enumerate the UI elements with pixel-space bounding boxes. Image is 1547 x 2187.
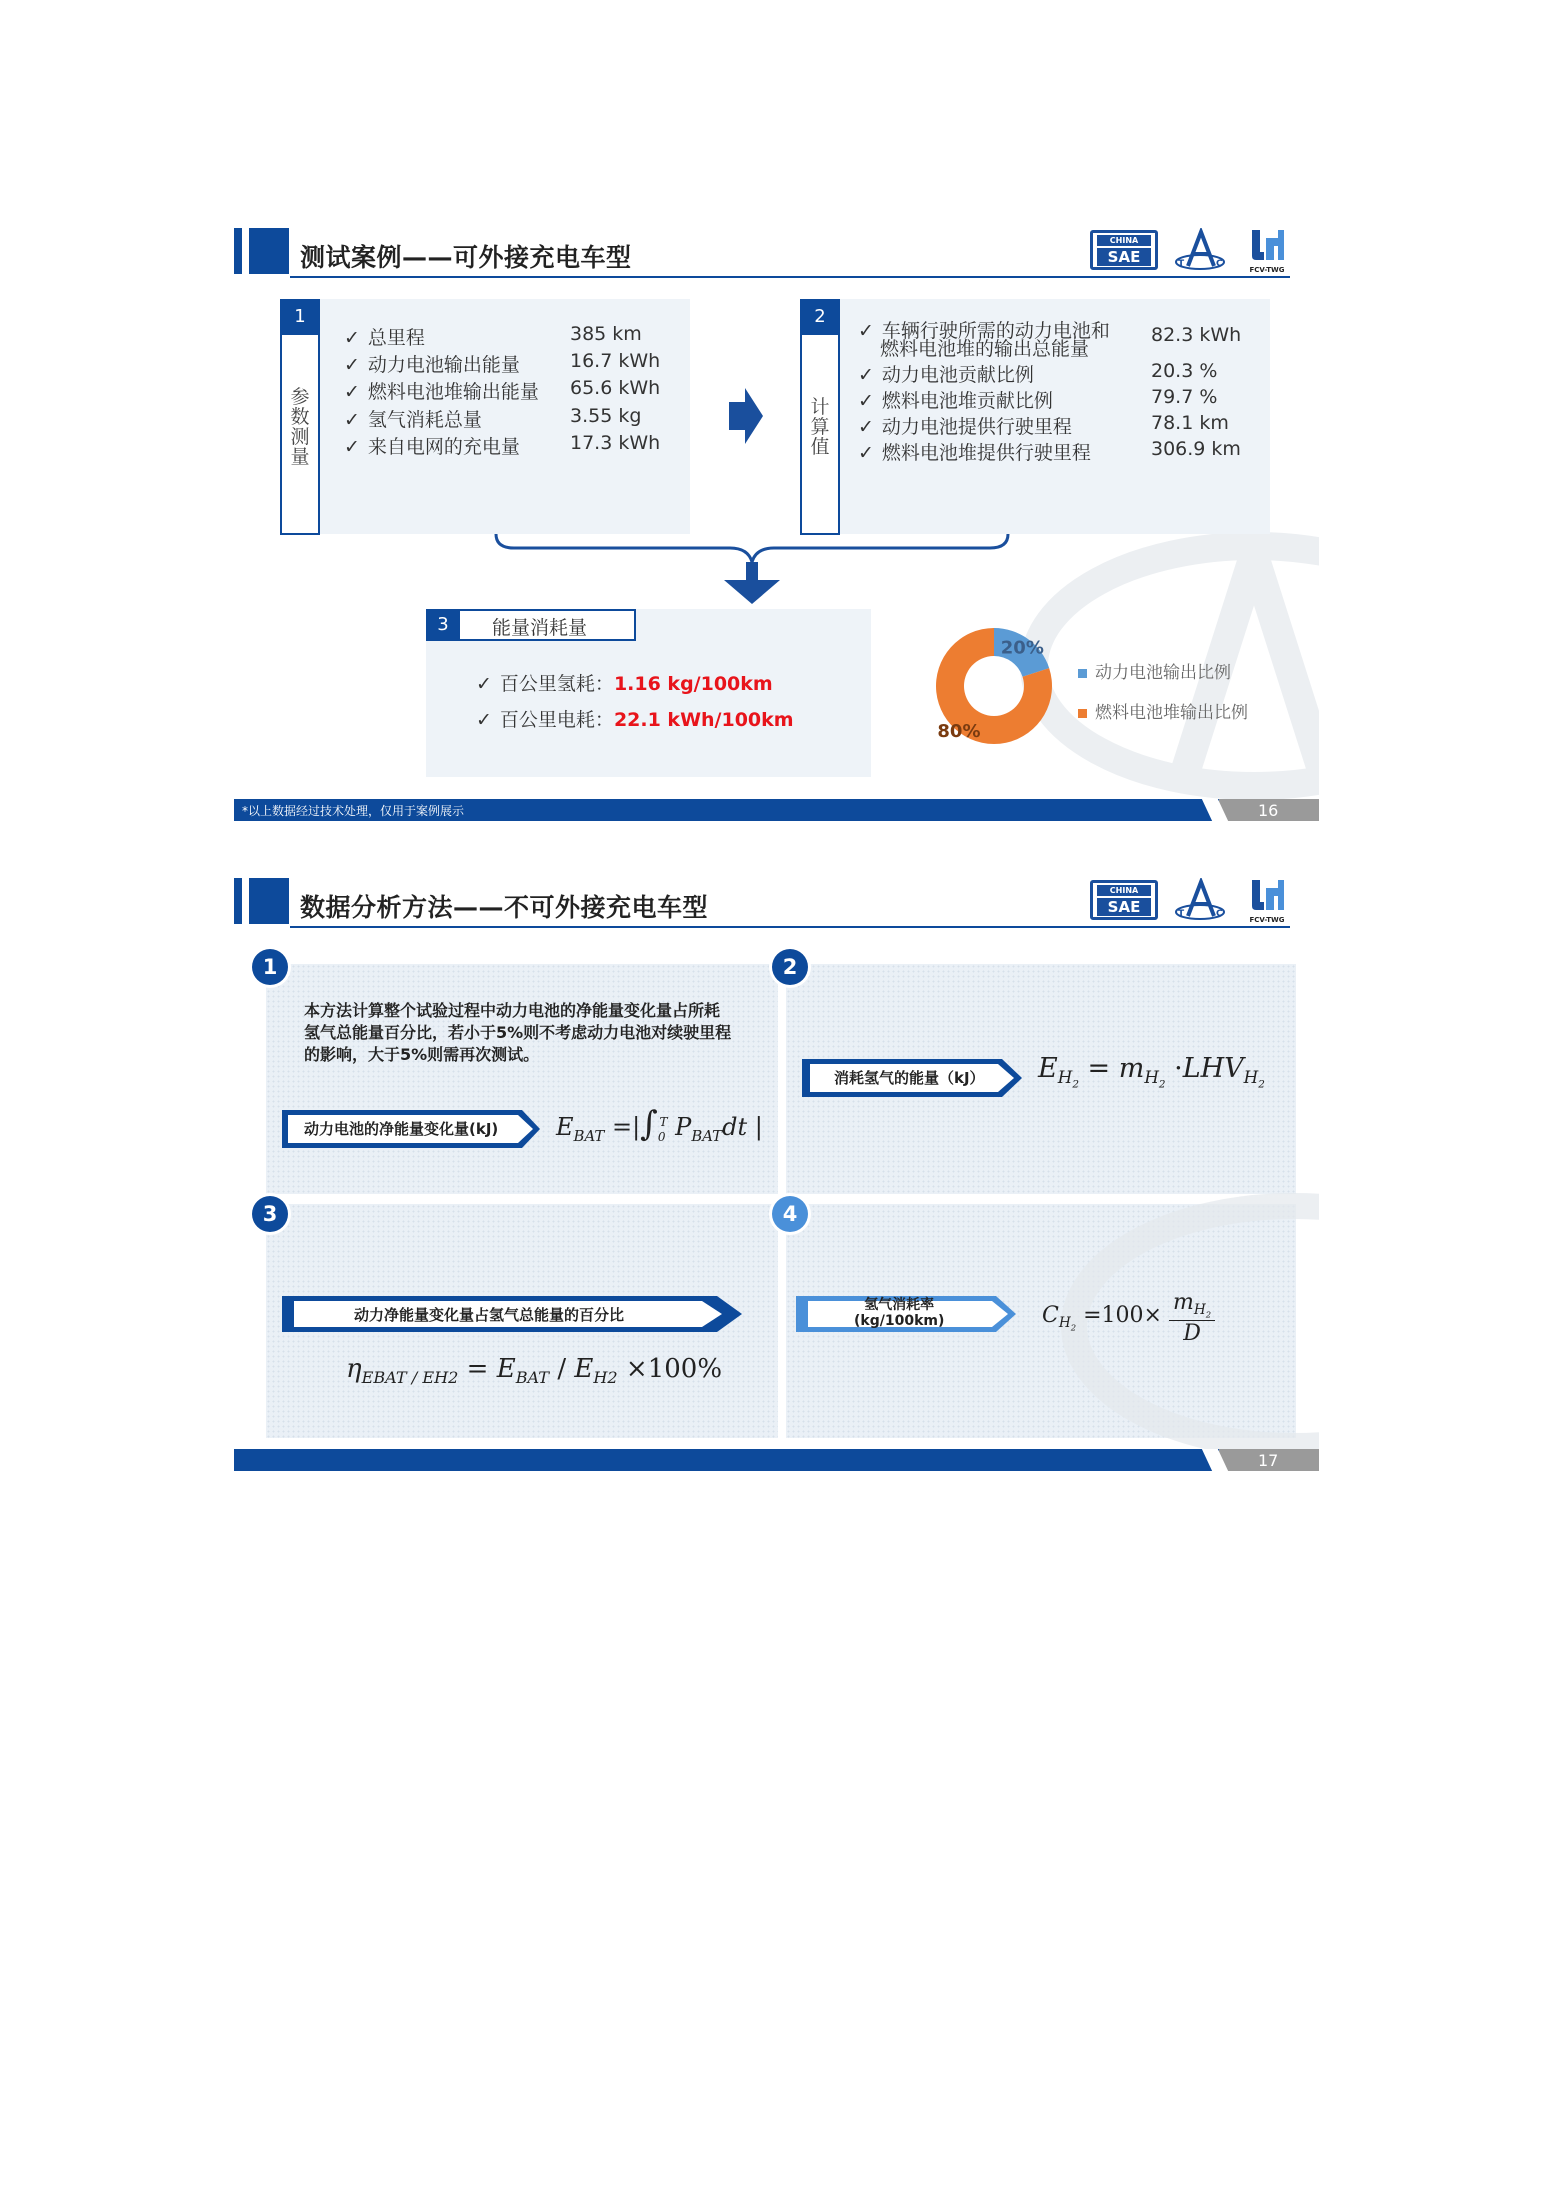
calc-label-continued: 燃料电池堆的输出总能量 <box>880 338 1090 360</box>
footer-bar <box>234 1449 1319 1471</box>
step-1-badge: 1 <box>281 299 319 335</box>
header-accent-bar <box>234 878 242 924</box>
svg-text:C: C <box>1216 259 1223 269</box>
calc-label: 燃料电池堆贡献比例 <box>881 390 1053 412</box>
svg-text:T: T <box>1178 909 1185 919</box>
calculated-value-row <box>858 412 1072 439</box>
slide-16 <box>234 226 1319 836</box>
section-1-badge: 1 <box>252 949 288 985</box>
donut-label-battery: 20% <box>1000 637 1044 659</box>
legend-fuel-cell: 燃料电池堆输出比例 <box>1078 698 1248 723</box>
param-value: 3.55 kg <box>570 405 642 427</box>
slide-title: 数据分析方法——不可外接充电车型 <box>300 893 709 922</box>
check-icon: ✓ <box>344 354 360 376</box>
energy-ratio-formula: $\eta_{EBAT / EH2} = E_{BAT} / E_{H2} \times 100\%$ <box>346 1354 723 1388</box>
calc-value: 82.3 kWh <box>1151 324 1242 346</box>
tatc-logo <box>1174 228 1228 274</box>
measured-param-row <box>344 323 425 350</box>
header-rule <box>290 276 1290 278</box>
section-2-badge: 2 <box>772 949 808 985</box>
header-accent-bar <box>234 228 242 274</box>
calc-label: 动力电池贡献比例 <box>881 364 1034 386</box>
measured-param-row <box>344 377 539 404</box>
param-value: 16.7 kWh <box>570 350 661 372</box>
step-2-badge: 2 <box>801 299 839 335</box>
energy-share-donut-chart <box>924 616 1064 756</box>
slide-17 <box>234 876 1319 1486</box>
header-rule <box>290 926 1290 928</box>
measured-param-row <box>344 432 520 459</box>
check-icon: ✓ <box>858 442 874 464</box>
fcv-twg-logo: FCV-TWG <box>1244 226 1290 274</box>
battery-net-energy-label: 动力电池的净能量变化量(kJ) <box>304 1120 499 1138</box>
page-number: 17 <box>1258 1451 1279 1470</box>
fcv-twg-logo: FCV-TWG <box>1244 876 1290 924</box>
method-section-1 <box>266 964 778 1194</box>
calculated-value-row <box>858 438 1091 465</box>
merge-brace <box>494 532 1014 612</box>
calculated-value-row <box>858 360 1034 387</box>
calc-label: 动力电池提供行驶里程 <box>881 416 1072 438</box>
check-icon: ✓ <box>344 409 360 431</box>
measured-params-label: 参数测量 <box>280 299 320 535</box>
china-sae-logo: CHINA SAE <box>1090 880 1158 920</box>
check-icon: ✓ <box>344 436 360 458</box>
svg-text:T: T <box>1178 259 1185 269</box>
measured-param-row <box>344 350 520 377</box>
consumption-row <box>476 669 773 696</box>
param-label: 燃料电池堆输出能量 <box>367 381 539 403</box>
consumption-row <box>476 705 794 732</box>
right-arrow-icon <box>727 386 765 446</box>
energy-consumption-title: 能量消耗量 <box>492 617 588 639</box>
check-icon: ✓ <box>476 673 492 695</box>
hydrogen-energy-formula: $E_{H_2} = m_{H_2} \cdot LHV_{H_2}$ <box>1038 1053 1265 1091</box>
param-label: 总里程 <box>367 327 425 349</box>
calc-label: 车辆行驶所需的动力电池和 <box>881 320 1110 342</box>
calc-label: 燃料电池堆提供行驶里程 <box>881 442 1091 464</box>
hydrogen-energy-label: 消耗氢气的能量（kJ） <box>834 1069 985 1087</box>
calc-value: 79.7 % <box>1151 386 1218 408</box>
hydrogen-consumption-rate-label: 氢气消耗率 (kg/100km) <box>854 1297 945 1329</box>
hydrogen-consumption-formula: $C_{H_2} =100\times$ $\frac{m_{H_2}}{D}$ <box>1042 1290 1215 1346</box>
check-icon: ✓ <box>344 381 360 403</box>
check-icon: ✓ <box>476 709 492 731</box>
battery-energy-formula: $E_{BAT} =|\int_0^T$ $P_{BAT}dt$ | <box>556 1104 763 1145</box>
param-value: 65.6 kWh <box>570 377 661 399</box>
consumption-label: 百公里氢耗： <box>499 673 614 695</box>
step-3-badge: 3 <box>426 609 460 641</box>
header-accent-block <box>249 878 289 924</box>
section-3-badge: 3 <box>252 1196 288 1232</box>
calculated-value-row <box>858 386 1053 413</box>
check-icon: ✓ <box>858 416 874 438</box>
calc-value: 20.3 % <box>1151 360 1218 382</box>
consumption-value: 22.1 kWh/100km <box>613 709 794 731</box>
china-sae-logo: CHINA SAE <box>1090 230 1158 270</box>
param-label: 来自电网的充电量 <box>367 436 520 458</box>
energy-ratio-label: 动力净能量变化量占氢气总能量的百分比 <box>354 1306 625 1324</box>
check-icon: ✓ <box>344 327 360 349</box>
check-icon: ✓ <box>858 364 874 386</box>
consumption-value: 1.16 kg/100km <box>613 673 773 695</box>
legend-battery: 动力电池输出比例 <box>1078 658 1231 683</box>
section-4-badge: 4 <box>772 1196 808 1232</box>
header-accent-block <box>249 228 289 274</box>
method-description: 本方法计算整个试验过程中动力电池的净能量变化量占所耗氢气总能量百分比，若小于5%则不考虑动力电池对续驶里程的影响，大于5%则需再次测试。 <box>304 1001 732 1064</box>
param-label: 氢气消耗总量 <box>367 409 482 431</box>
param-label: 动力电池输出能量 <box>367 354 520 376</box>
calculated-values-label: 计算值 <box>800 299 840 535</box>
check-icon: ✓ <box>858 390 874 412</box>
consumption-label: 百公里电耗： <box>499 709 614 731</box>
legend-battery-swatch <box>1078 669 1087 678</box>
page-number: 16 <box>1258 801 1279 820</box>
measured-param-row <box>344 405 482 432</box>
slide-title: 测试案例——可外接充电车型 <box>300 243 632 272</box>
legend-fuel-cell-swatch <box>1078 709 1087 718</box>
check-icon: ✓ <box>858 320 874 342</box>
tatc-logo <box>1174 878 1228 924</box>
donut-label-fuel-cell: 80% <box>937 721 981 743</box>
calc-value: 306.9 km <box>1151 438 1241 460</box>
param-value: 17.3 kWh <box>570 432 661 454</box>
param-value: 385 km <box>570 323 642 345</box>
calc-value: 78.1 km <box>1151 412 1229 434</box>
svg-text:C: C <box>1216 909 1223 919</box>
footer-disclaimer: *以上数据经过技术处理，仅用于案例展示 <box>242 804 465 818</box>
